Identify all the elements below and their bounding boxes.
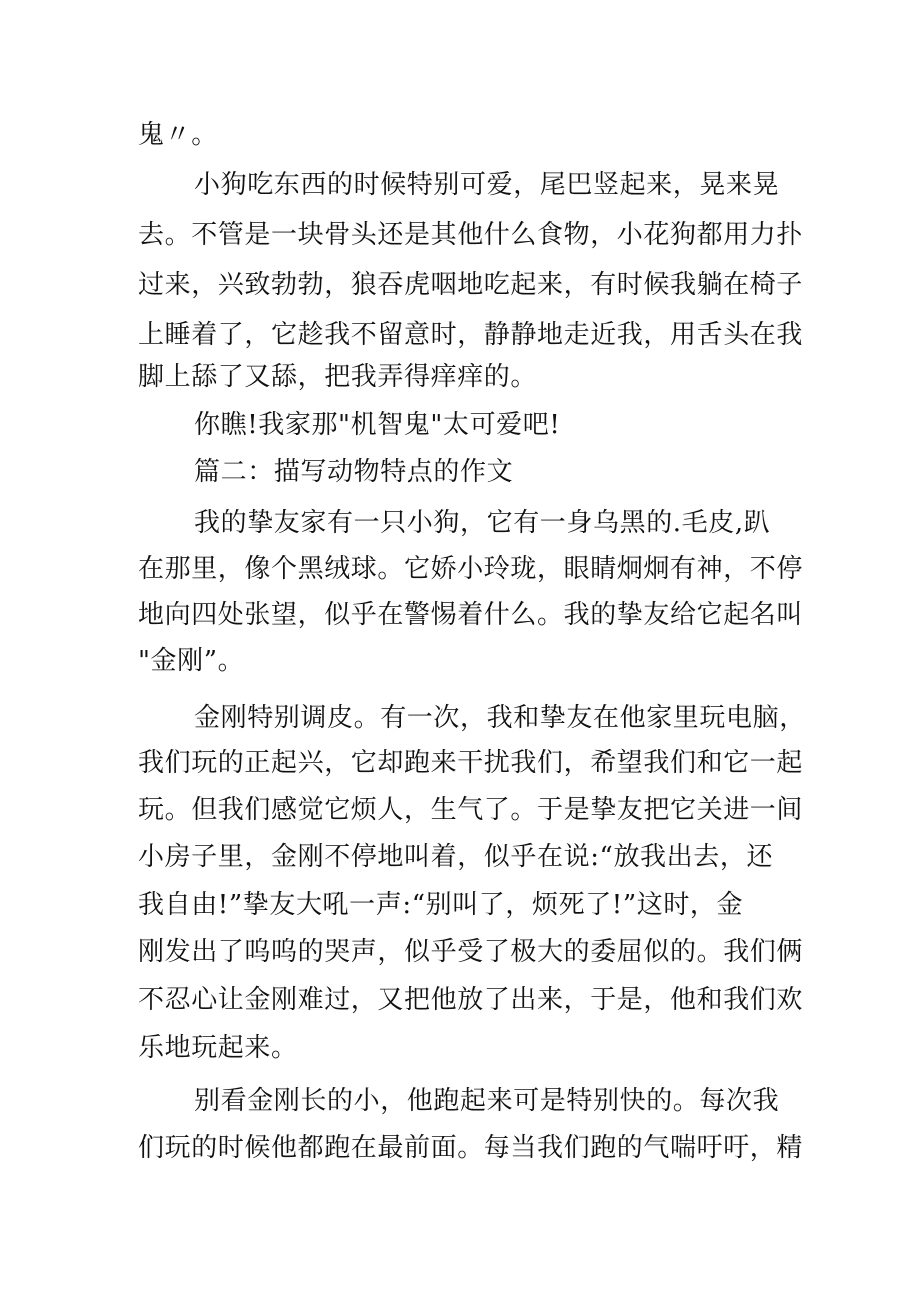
text-line: 玩。但我们感觉它烦人，生气了。于是挚友把它关进一间	[138, 795, 804, 825]
text-line: 们玩的时候他都跑在最前面。每当我们跑的气喘吁吁，精	[138, 1133, 804, 1163]
paragraph-first-line: 别看金刚长的小，他跑起来可是特别快的。每次我	[194, 1086, 780, 1116]
text-line: 地向四处张望，似乎在警惕着什么。我的挚友给它起名叫	[138, 600, 804, 630]
text-line: 过来，兴致勃勃，狼吞虎咽地吃起来，有时候我躺在椅子	[138, 270, 804, 300]
text-line: 鬼〃。	[138, 120, 218, 150]
text-line: 我们玩的正起兴，它却跑来干扰我们，希望我们和它一起	[138, 748, 804, 778]
text-line: 我自由!”挚友大吼一声:“别叫了，烦死了!”这时，金	[138, 890, 744, 920]
text-line: "金刚”。	[138, 646, 245, 676]
text-line: 上睡着了，它趁我不留意时，静静地走近我，用舌头在我	[138, 320, 804, 350]
paragraph-first-line: 我的挚友家有一只小狗，它有一身乌黑的.毛皮,趴	[194, 508, 771, 538]
paragraph-first-line: 小狗吃东西的时候特别可爱，尾巴竖起来，晃来晃	[194, 170, 780, 200]
paragraph-first-line: 金刚特别调皮。有一次，我和挚友在他家里玩电脑，	[194, 703, 806, 733]
text-line: 脚上舔了又舔，把我弄得痒痒的。	[138, 362, 538, 392]
text-line: 刚发出了呜呜的哭声，似乎受了极大的委屈似的。我们俩	[138, 937, 804, 967]
text-line: 在那里，像个黑绒球。它娇小玲珑，眼睛炯炯有神，不停	[138, 554, 804, 584]
paragraph-first-line: 你瞧!我家那"机智鬼"太可爱吧!	[194, 410, 561, 440]
text-line: 不忍心让金刚难过，又把他放了出来，于是，他和我们欢	[138, 985, 804, 1015]
text-line: 乐地玩起来。	[138, 1033, 298, 1063]
text-line: 去。不管是一块骨头还是其他什么食物，小花狗都用力扑	[138, 220, 804, 250]
text-line: 小房子里，金刚不停地叫着，似乎在说:“放我出去，还	[138, 842, 774, 872]
section-heading: 篇二：描写动物特点的作文	[194, 457, 514, 487]
